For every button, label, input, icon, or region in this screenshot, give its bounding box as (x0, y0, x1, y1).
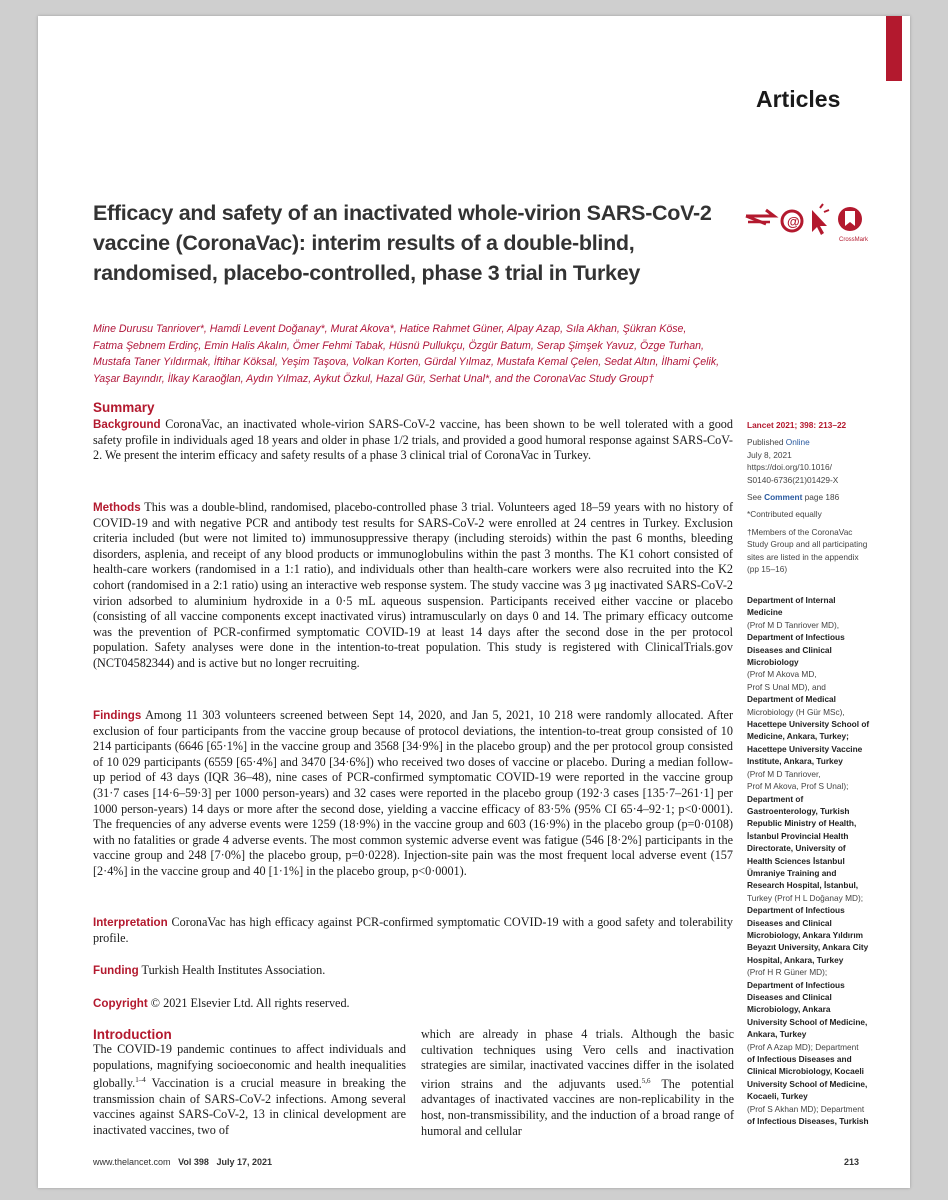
svg-text:@: @ (787, 214, 800, 229)
affiliations (747, 594, 887, 1127)
affiliation-line: (Prof S Akhan MD); Department (747, 1103, 865, 1114)
interpretation-paragraph (93, 915, 733, 946)
online-first-icon[interactable] (782, 211, 802, 231)
affiliation-line: Republic Ministry of Health, (747, 818, 857, 829)
methods-paragraph (93, 500, 733, 672)
affiliation-line: İstanbul Provincial Health (747, 830, 849, 841)
funding-paragraph (93, 963, 733, 979)
copyright-line (93, 996, 350, 1011)
affiliation-line: Ümraniye Training and (747, 867, 837, 878)
copyright-text: © 2021 Elsevier Ltd. All rights reserved. (150, 996, 350, 1010)
funding-text: Turkish Health Institutes Association. (141, 963, 326, 977)
author-line: Yaşar Bayındır, İlkay Karaoğlan, Aydın Yılmaz, Aykut Özkul, Hazal Gür, Serhat Unal*, and the CoronaVac Study Group† (93, 373, 655, 386)
author-line: Fatma Şebnem Erdinç, Emin Halis Akalın, Ömer Fehmi Tabak, Hüsnü Pullukçu, Özgür Batum, Serap Şimşek Yavuz, Özge Turhan, (93, 339, 704, 352)
crossmark-icon[interactable] (838, 207, 869, 242)
intro-text: which are already in phase 4 trials. Although the basic cultivation techniques using Vero cells and inactivation strategies are similar, inactivated vaccines differ in the isolated virion strains and the adjuvants used. (421, 1027, 734, 1091)
affiliation-line: Department of Internal (747, 595, 836, 605)
online-link[interactable]: Online (785, 437, 810, 448)
affiliation-line: of Infectious Diseases and (747, 1054, 852, 1065)
title-line: vaccine (CoronaVac): interim results of a double-blind, (93, 231, 635, 255)
author-line: Mine Durusu Tanriover*, Hamdi Levent Doğanay*, Murat Akova*, Hatice Rahmet Güner, Alpay Azap, Sıla Akhan, Şükran Köse, (93, 323, 687, 335)
funding-label: Funding (93, 964, 139, 977)
affiliation-line: (Prof M D Tanriover, (747, 768, 821, 779)
sidebar-metadata (747, 419, 887, 575)
footnote: *Contributed equally (747, 509, 822, 520)
comment-link[interactable]: Comment (764, 492, 803, 503)
affiliation-line: Medicine (747, 607, 783, 618)
affiliation-line: Directorate, University of (747, 843, 846, 854)
affiliation-line: Diseases and Clinical (747, 644, 832, 655)
doi-link[interactable]: https://doi.org/10.1016/ (747, 462, 832, 473)
copyright-label: Copyright (93, 997, 148, 1010)
section-label: Articles (756, 86, 841, 112)
page-number: 213 (844, 1157, 860, 1167)
findings-text: Among 11 303 volunteers screened between Sept 14, 2020, and Jan 5, 2021, 10 218 were randomly allocated. After exclusion of four participants from the vaccine group because of protocol deviations, the intention-to-treat group consisted of 10 214 participants (6646 [65·1%] in the vaccine group and 3568 [34·9%] in the placebo group) and the per protocol group consisted of 10 029 participants (6559 [65·4%] and 3470 [34·6%]) who received two doses of vaccine or placebo. During a median follow-up period of 43 days (IQR 36–48), nine cases of PCR-confirmed symptomatic COVID-19 were reported in the vaccine group (31·7 cases [14·6–59·3] per 1000 person-years) and 32 cases were reported in the placebo group (192·3 cases [135·7–261·1] per 1000 person-years) 14 days or more after the second dose, yielding a vaccine efficacy of 83·5% (95% CI 65·4–92·1; p<0·0001). The frequencies of any adverse events were 1259 (18·9%) in the vaccine group and 603 (16·9%) in the placebo group (p=0·0108) with no fatalities or grade 4 adverse events. The most common systemic adverse event was fatigue (546 [8·2%] participants in the vaccine group and 248 [7·0%] the placebo group, p=0·0228). Injection-site pain was the most frequent local adverse event (157 [2·4%] in the vaccine group and 40 [1·1%] in the placebo group, p<0·0001). (93, 708, 734, 878)
affiliation-line: of Infectious Diseases, Turkish (747, 1116, 869, 1127)
affiliation-line: Hospital, Ankara, Turkey (747, 954, 844, 965)
methods-text: This was a double-blind, randomised, placebo-controlled phase 3 trial. Volunteers aged 18–59 years with no history of COVID-19 and with negative PCR and antibody test results for SARS-CoV-2 were enrolled at 24 centres in Turkey. Exclusion criteria included (but were not limited to) immunosuppressive therapy (including steroids) within the past 6 months, bleeding disorders, asplenia, and receipt of any blood products or immunoglobulins within the past 3 months. The K1 cohort consisted of health-care workers (randomised in a 1:1 ratio), and individuals other than health-care workers were also recruited into the K2 cohort (randomised in a 2:1 ratio) using an interactive web response system. The study vaccine was 3 μg inactivated SARS-CoV-2 virion adsorbed to aluminium hydroxide in a 0·5 mL aqueous suspension. Participants received either vaccine or placebo (consisting of all vaccine components except inactivated virus) intramuscularly on days 0 and 14. The primary efficacy outcome was the prevention of PCR-confirmed symptomatic COVID-19 at least 14 days after the second dose in the per protocol population. Safety analyses were done in the intention-to-treat population. This study is registered with ClinicalTrials.gov (NCT04582344) and is active but no longer recruiting. (93, 500, 733, 670)
findings-paragraph (93, 708, 733, 880)
affiliation-line: Clinical Microbiology, Kocaeli (747, 1066, 864, 1077)
affiliation-line: Health Sciences İstanbul (747, 855, 845, 866)
affiliation-line: Ankara, Turkey (747, 1029, 807, 1040)
see-label: See (747, 492, 762, 503)
publish-date: July 8, 2021 (747, 449, 792, 460)
findings-label: Findings (93, 709, 142, 722)
affiliation-line: Kocaeli, Turkey (747, 1091, 808, 1102)
affiliation-line: Medicine, Ankara, Turkey; (747, 731, 849, 742)
citation-ref: 1–4 (135, 1076, 146, 1085)
footnote-line: †Members of the CoronaVac (747, 526, 853, 537)
comment-page: page 186 (804, 492, 840, 503)
affiliation-line: (Prof M Akova MD, (747, 669, 817, 680)
affiliation-line: University School of Medicine, (747, 1016, 868, 1027)
affiliation-line: Prof M Akova, Prof S Unal); (747, 781, 849, 792)
citation: Lancet 2021; 398: 213–22 (747, 420, 847, 430)
intro-text: Vaccination is a crucial measure in breaking the transmission chain of SARS-CoV-2 infections. Among several vaccines against SARS-CoV-2, 13 in clinical development are inactivated vaccines, two of (93, 1076, 406, 1138)
affiliation-line: University School of Medicine, (747, 1078, 868, 1089)
citation-ref: 5,6 (641, 1076, 651, 1085)
affiliation-line: Gastroenterology, Turkish (747, 805, 850, 816)
affiliation-line: Institute, Ankara, Turkey (747, 756, 843, 767)
affiliation-line: Prof S Unal MD), and (747, 681, 826, 692)
affiliation-line: Department of Infectious (747, 632, 845, 643)
affiliation-line: Hacettepe University Vaccine (747, 743, 863, 754)
affiliation-line: Department of Infectious (747, 979, 845, 990)
article-page (38, 16, 910, 1188)
intro-text: The potential advantages of inactivated vaccines are non-replicability in the host, non-transmissibility, and the induction of a broad range of humoral and cellular (421, 1076, 735, 1138)
intro-column-2 (421, 1027, 734, 1139)
footnote-line: Study Group and all participating (747, 539, 868, 550)
summary-heading: Summary (93, 400, 155, 415)
affiliation-line: Diseases and Clinical (747, 992, 832, 1002)
affiliation-line: (Prof H R Güner MD); (747, 967, 828, 978)
title-line: randomised, placebo-controlled, phase 3 trial in Turkey (93, 261, 641, 285)
section-color-tab (886, 16, 902, 81)
interpretation-text: CoronaVac has high efficacy against PCR-confirmed symptomatic COVID-19 with a good safety and tolerability profile. (93, 915, 733, 945)
title-line: Efficacy and safety of an inactivated whole-virion SARS-CoV-2 (93, 201, 712, 225)
article-title (93, 198, 733, 288)
affiliation-line: Beyazıt University, Ankara City (747, 942, 869, 953)
articles-arrow-icon[interactable] (746, 210, 774, 224)
methods-label: Methods (93, 501, 141, 514)
affiliation-line: (Prof A Azap MD); Department (747, 1041, 859, 1052)
volume: Vol 398 (178, 1157, 209, 1167)
crossmark-label: CrossMark (839, 237, 869, 242)
background-paragraph (93, 417, 733, 464)
article-tools (744, 202, 874, 242)
affiliation-line: Hacettepe University School of (747, 719, 870, 730)
affiliation-line: Research Hospital, İstanbul, (747, 880, 859, 891)
author-line: Mustafa Taner Yıldırmak, İftihar Köksal, Yeşim Taşova, Volkan Korten, Gürdal Yılmaz, Mustafa Kemal Çelen, Sedat Altın, İlhami Çelik, (93, 356, 720, 369)
issue-date: July 17, 2021 (216, 1157, 272, 1167)
affiliation-line: (Prof M D Tanriover MD), (747, 619, 840, 630)
affiliation-line: Department of (747, 793, 804, 804)
background-text: CoronaVac, an inactivated whole-virion SARS-CoV-2 vaccine, has been shown to be well tolerated with a good safety profile in individuals aged 18 years and older in phase 1/2 trials, and provided a good humoral response against SARS-CoV-2. We present the interim efficacy and safety results of a phase 3 clinical trial of CoronaVac in Turkey. (93, 417, 733, 463)
footnote-line: (pp 15–16) (747, 564, 788, 575)
published-label: Published (747, 437, 784, 448)
introduction-heading: Introduction (93, 1027, 172, 1042)
doi-link[interactable]: S0140-6736(21)01429-X (747, 474, 839, 485)
affiliation-line: Microbiology, Ankara Yıldırım (747, 929, 864, 940)
affiliation-line: Department of Infectious (747, 905, 845, 916)
footnote (747, 526, 887, 576)
background-label: Background (93, 418, 161, 431)
affiliation-line: Diseases and Clinical (747, 917, 832, 928)
intro-column-1 (93, 1042, 406, 1139)
intro-text: The COVID-19 pandemic continues to affect individuals and populations, magnifying socioeconomic and health inequalities globally. (93, 1042, 406, 1091)
affiliation-line: Microbiology (H Gür MSc), (747, 706, 845, 717)
affiliation-line: Microbiology, Ankara (747, 1004, 831, 1015)
affiliation-line: Turkey (Prof H L Doğanay MD); (747, 892, 864, 903)
footnote-line: sites are listed in the appendix (747, 551, 859, 562)
affiliation-line: Microbiology (747, 657, 799, 668)
author-list (93, 321, 733, 388)
affiliation-line: Department of Medical (747, 694, 836, 705)
journal-site[interactable]: www.thelancet.com (93, 1157, 171, 1167)
click-cursor-icon[interactable] (812, 204, 829, 235)
footer-left (93, 1157, 272, 1167)
interpretation-label: Interpretation (93, 916, 168, 929)
